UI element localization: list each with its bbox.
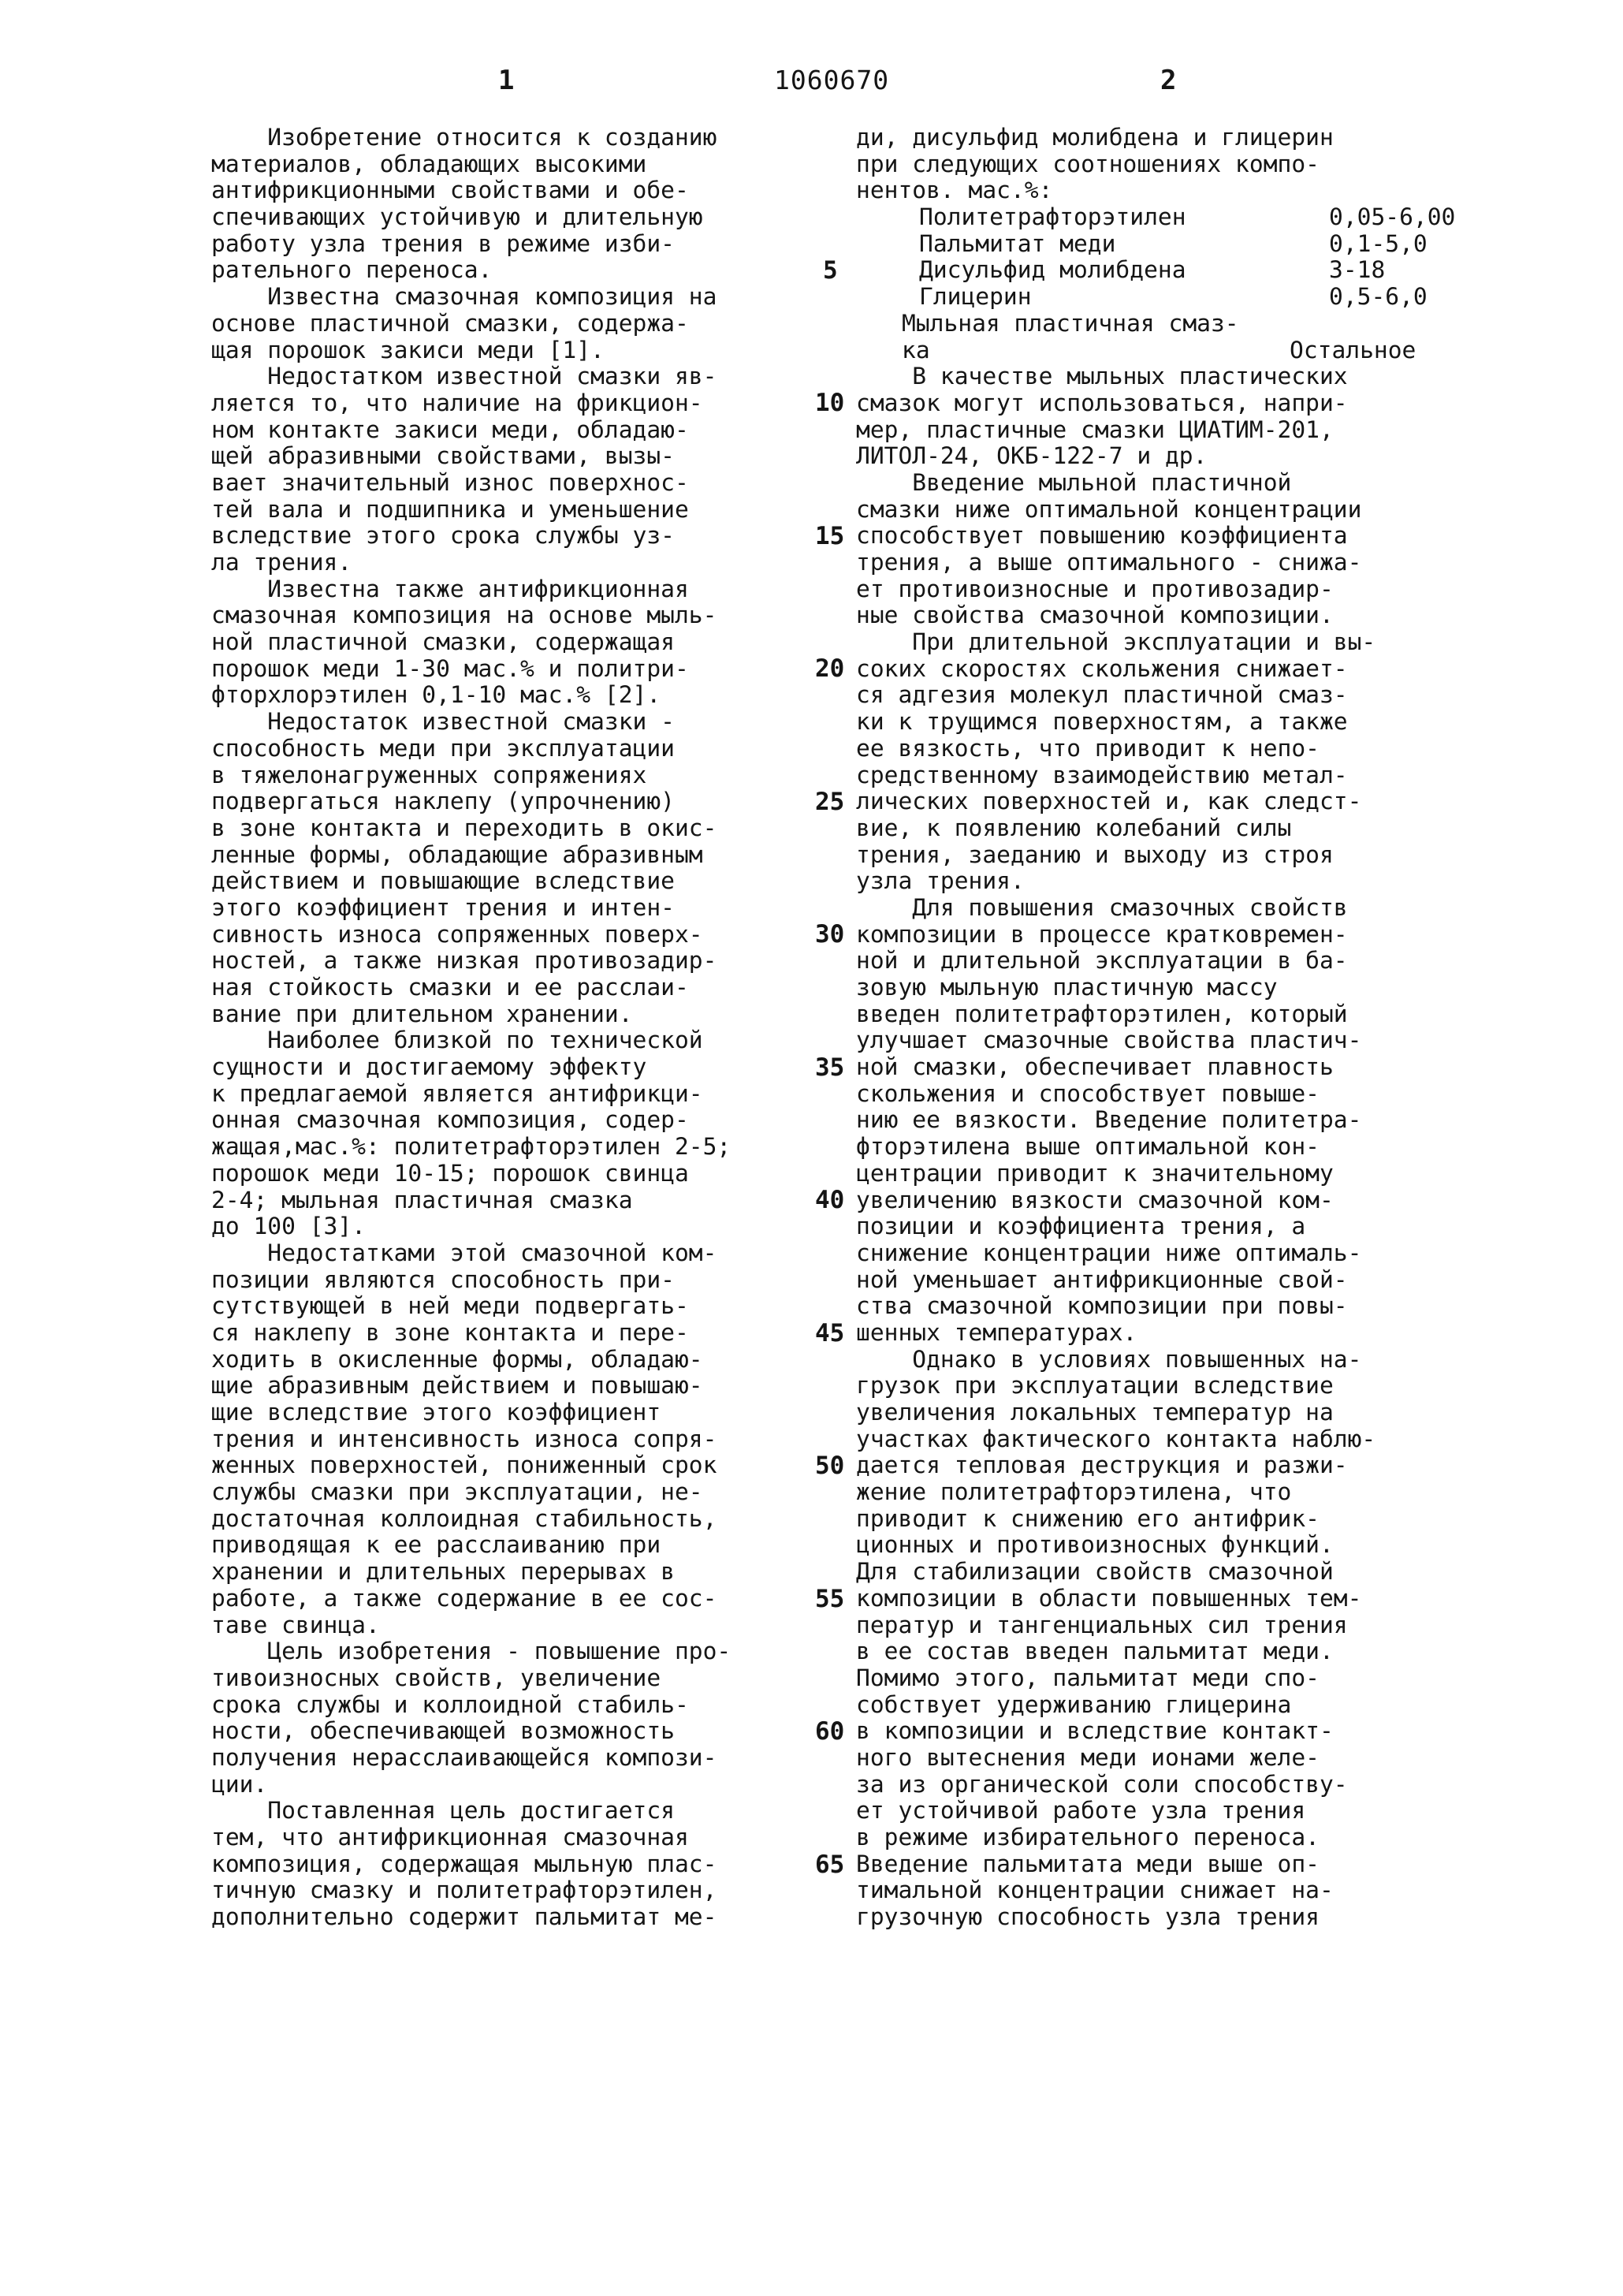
text-line: действием и повышающие вследствие [211, 867, 675, 895]
text-line: шенных температурах. [856, 1318, 1137, 1346]
text-line: ет противоизносные и противозадир- [856, 575, 1334, 602]
text-line: грузочную способность узла трения [856, 1903, 1320, 1931]
text-line: позиции и коэффициента трения, а [856, 1213, 1306, 1240]
component-name: Глицерин [919, 283, 1032, 311]
text-line: нентов. мас.%: [856, 177, 1053, 204]
text-line: увеличению вязкости смазочной ком- [856, 1186, 1334, 1213]
text-line: порошок меди 10-15; порошок свинца [211, 1159, 689, 1187]
text-line: ной пластичной смазки, содержащая [211, 628, 675, 656]
text-line: в тяжелонагруженных сопряжениях [211, 761, 647, 788]
line-number: 60 [815, 1717, 845, 1746]
text-line: Помимо этого, пальмитат меди спо- [856, 1664, 1320, 1691]
text-line: тимальной концентрации снижает на- [856, 1877, 1334, 1904]
text-line: подвергаться наклепу (упрочнению) [211, 788, 675, 815]
text-line: вие, к появлению колебаний силы [856, 814, 1292, 841]
text-line: ционных и противоизносных функций. [856, 1531, 1334, 1559]
text-line: в режиме избирательного переноса. [856, 1824, 1320, 1851]
text-line: службы смазки при эксплуатации, не- [211, 1478, 703, 1506]
text-line: трения и интенсивность износа сопря- [211, 1425, 717, 1452]
text-line: центрации приводит к значительному [856, 1159, 1334, 1187]
line-number: 5 [823, 255, 838, 285]
text-line: порошок меди 1-30 мас.% и политри- [211, 654, 689, 682]
text-line: улучшает смазочные свойства пластич- [856, 1027, 1362, 1054]
text-line: таве свинца. [211, 1611, 380, 1638]
text-line: трения, а выше оптимального - снижа- [856, 549, 1362, 576]
text-line: в зоне контакта и переходить в окис- [211, 814, 717, 841]
text-line: ди, дисульфид молибдена и глицерин [856, 124, 1334, 151]
text-line: трения, заеданию и выходу из строя [856, 840, 1334, 868]
text-line: соких скоростях скольжения снижает- [856, 654, 1348, 682]
text-line: средственному взаимодействию метал- [856, 761, 1348, 788]
line-number: 25 [815, 787, 845, 816]
text-line: ностей, а также низкая противозадир- [211, 947, 717, 975]
text-line: спечивающих устойчивую и длительную [211, 203, 703, 231]
text-line: щие абразивным действием и повышаю- [211, 1372, 703, 1400]
text-line: срока службы и коллоидной стабиль- [211, 1690, 689, 1718]
text-line: щая порошок закиси меди [1]. [211, 336, 605, 363]
text-line: узла трения. [856, 867, 1025, 895]
text-line: 2-4; мыльная пластичная смазка [211, 1186, 633, 1213]
component-value: Остальное [1290, 336, 1416, 363]
text-line: работу узла трения в режиме изби- [211, 229, 675, 257]
text-line: жение политетрафторэтилена, что [856, 1478, 1292, 1506]
text-line: ной уменьшает антифрикционные свой- [856, 1265, 1348, 1293]
text-line: ся наклепу в зоне контакта и пере- [211, 1318, 689, 1346]
text-line: скольжения и способствует повыше- [856, 1079, 1320, 1107]
text-line: работе, а также содержание в ее сос- [211, 1584, 717, 1612]
text-line: основе пластичной смазки, содержа- [211, 309, 689, 337]
text-line: ные свойства смазочной композиции. [856, 602, 1334, 629]
text-line: тивоизносных свойств, увеличение [211, 1664, 661, 1691]
text-line: ная стойкость смазки и ее расслаи- [211, 974, 689, 1001]
line-number: 15 [815, 521, 845, 550]
text-line: до 100 [3]. [211, 1213, 366, 1240]
text-line: ции. [211, 1770, 268, 1798]
text-line: онная смазочная композиция, содер- [211, 1106, 689, 1134]
text-line: Цель изобретения - повышение про- [211, 1638, 731, 1665]
text-line: Изобретение относится к созданию [211, 124, 717, 151]
text-line: Недостатками этой смазочной ком- [211, 1239, 717, 1266]
text-line: при следующих соотношениях компо- [856, 150, 1320, 177]
component-row [856, 311, 1487, 337]
component-value: 0,05-6,00 [1329, 203, 1456, 231]
text-line: ленные формы, обладающие абразивным [211, 840, 703, 868]
text-line: Известна смазочная композиция на [211, 283, 717, 311]
text-line: ее вязкость, что приводит к непо- [856, 734, 1320, 762]
text-line: ляется то, что наличие на фрикцион- [211, 389, 703, 416]
line-number: 65 [815, 1850, 845, 1879]
line-number: 35 [815, 1053, 845, 1082]
text-line: нию ее вязкости. Введение политетра- [856, 1106, 1362, 1134]
text-line: ла трения. [211, 549, 352, 576]
text-line: достаточная коллоидная стабильность, [211, 1504, 717, 1532]
text-line: тем, что антифрикционная смазочная [211, 1824, 689, 1851]
text-line: сущности и достигаемому эффекту [211, 1053, 647, 1081]
text-line: антифрикционными свойствами и обе- [211, 177, 689, 204]
text-line: этого коэффициент трения и интен- [211, 893, 675, 921]
text-line: Наиболее близкой по технической [211, 1027, 703, 1054]
line-number: 10 [815, 389, 845, 417]
text-line: При длительной эксплуатации и вы- [856, 628, 1376, 656]
text-line: ператур и тангенциальных сил трения [856, 1611, 1348, 1638]
text-line: Для повышения смазочных свойств [856, 893, 1348, 921]
text-line: вследствие этого срока службы уз- [211, 522, 675, 550]
text-line: зовую мыльную пластичную массу [856, 974, 1278, 1001]
component-row [856, 337, 1487, 364]
text-line: Для стабилизации свойств смазочной [856, 1558, 1334, 1586]
text-line: в ее состав введен пальмитат меди. [856, 1638, 1334, 1665]
text-line: ет устойчивой работе узла трения [856, 1797, 1306, 1824]
text-line: тичную смазку и политетрафторэтилен, [211, 1877, 717, 1904]
text-line: к предлагаемой является антифрикци- [211, 1079, 703, 1107]
text-line: В качестве мыльных пластических [856, 363, 1348, 390]
text-line: за из органической соли способству- [856, 1770, 1348, 1798]
text-line: женных поверхностей, пониженный срок [211, 1452, 717, 1479]
text-line: композиции в процессе кратковремен- [856, 920, 1348, 948]
text-line: грузок при эксплуатации вследствие [856, 1372, 1334, 1400]
text-line: ся адгезия молекул пластичной смаз- [856, 681, 1348, 709]
left-column [211, 125, 795, 1931]
component-row [856, 257, 1487, 284]
text-line: материалов, обладающих высокими [211, 150, 647, 177]
text-line: ной смазки, обеспечивает плавность [856, 1053, 1334, 1081]
text-line: введен политетрафторэтилен, который [856, 1000, 1348, 1027]
page-number-left: 1 [498, 65, 515, 96]
component-row [856, 231, 1487, 258]
text-line: смазок могут использоваться, напри- [856, 389, 1348, 416]
page-number-right: 2 [1160, 65, 1177, 96]
text-line: собствует удерживанию глицерина [856, 1690, 1292, 1718]
right-column [856, 125, 1487, 1931]
text-line: фторэтилена выше оптимальной кон- [856, 1133, 1320, 1161]
text-line: Введение пальмитата меди выше оп- [856, 1850, 1320, 1877]
text-line: Известна также антифрикционная [211, 575, 689, 602]
component-name-cont: ка [902, 336, 930, 363]
text-line: композиции в области повышенных тем- [856, 1584, 1362, 1612]
component-row [856, 204, 1487, 231]
component-value: 0,5-6,0 [1329, 283, 1428, 311]
text-line: способствует повышению коэффициента [856, 522, 1348, 550]
text-line: жащая,мас.%: политетрафторэтилен 2-5; [211, 1133, 731, 1161]
text-line: способность меди при эксплуатации [211, 734, 675, 762]
text-line: снижение концентрации ниже оптималь- [856, 1239, 1362, 1266]
text-line: тей вала и подшипника и уменьшение [211, 495, 689, 523]
text-line: приводит к снижению его антифрик- [856, 1504, 1320, 1532]
text-line: щей абразивными свойствами, вызы- [211, 442, 675, 470]
text-line: Однако в условиях повышенных на- [856, 1345, 1362, 1373]
text-line: вает значительный износ поверхнос- [211, 468, 689, 496]
text-line: дается тепловая деструкция и разжи- [856, 1452, 1348, 1479]
line-number: 55 [815, 1584, 845, 1613]
component-name: Дисульфид молибдена [919, 256, 1186, 284]
text-line: участках фактического контакта наблю- [856, 1425, 1376, 1452]
text-line: ства смазочной композиции при повы- [856, 1292, 1348, 1320]
text-line: дополнительно содержит пальмитат ме- [211, 1903, 717, 1931]
text-line: рательного переноса. [211, 256, 493, 284]
component-name: Мыльная пластичная смаз- [902, 309, 1239, 337]
component-value: 3-18 [1329, 256, 1386, 284]
text-line: сивность износа сопряженных поверх- [211, 920, 703, 948]
text-line: ЛИТОЛ-24, ОКБ-122-7 и др. [856, 442, 1208, 470]
text-line: Недостатком известной смазки яв- [211, 363, 717, 390]
text-line: сутствующей в ней меди подвергать- [211, 1292, 689, 1320]
component-value: 0,1-5,0 [1329, 229, 1428, 257]
text-line: ном контакте закиси меди, обладаю- [211, 416, 689, 443]
text-line: смазочная композиция на основе мыль- [211, 602, 717, 629]
line-number: 20 [815, 654, 845, 683]
text-line: в композиции и вследствие контакт- [856, 1717, 1334, 1745]
text-line: увеличения локальных температур на [856, 1399, 1334, 1426]
text-line: вание при длительном хранении. [211, 1000, 633, 1027]
line-number: 50 [815, 1452, 845, 1480]
text-line: приводящая к ее расслаиванию при [211, 1531, 661, 1559]
component-row [856, 284, 1487, 311]
line-number: 30 [815, 920, 845, 949]
text-line: ного вытеснения меди ионами желе- [856, 1743, 1320, 1771]
text-line: ности, обеспечивающей возможность [211, 1717, 675, 1745]
text-line: получения нерасслаивающейся компози- [211, 1743, 717, 1771]
text-line: ной и длительной эксплуатации в ба- [856, 947, 1348, 975]
text-line: позиции являются способность при- [211, 1265, 675, 1293]
text-line: Введение мыльной пластичной [856, 468, 1292, 496]
component-name: Политетрафторэтилен [919, 203, 1186, 231]
text-line: Недостаток известной смазки - [211, 708, 675, 736]
text-line: ходить в окисленные формы, обладаю- [211, 1345, 703, 1373]
text-line: лических поверхностей и, как следст- [856, 788, 1362, 815]
text-line: Поставленная цель достигается [211, 1797, 675, 1824]
patent-number: 1060670 [774, 65, 890, 95]
text-line: мер, пластичные смазки ЦИАТИМ-201, [856, 416, 1334, 443]
text-line: смазки ниже оптимальной концентрации [856, 495, 1362, 523]
text-line: щие вследствие этого коэффициент [211, 1399, 661, 1426]
text-line: ки к трущимся поверхностям, а также [856, 708, 1348, 736]
text-line: хранении и длительных перерывах в [211, 1558, 675, 1586]
line-number: 45 [815, 1318, 845, 1347]
text-line: фторхлорэтилен 0,1-10 мас.% [2]. [211, 681, 661, 709]
component-name: Пальмитат меди [919, 229, 1116, 257]
line-number: 40 [815, 1186, 845, 1214]
text-line: композиция, содержащая мыльную плас- [211, 1850, 717, 1877]
